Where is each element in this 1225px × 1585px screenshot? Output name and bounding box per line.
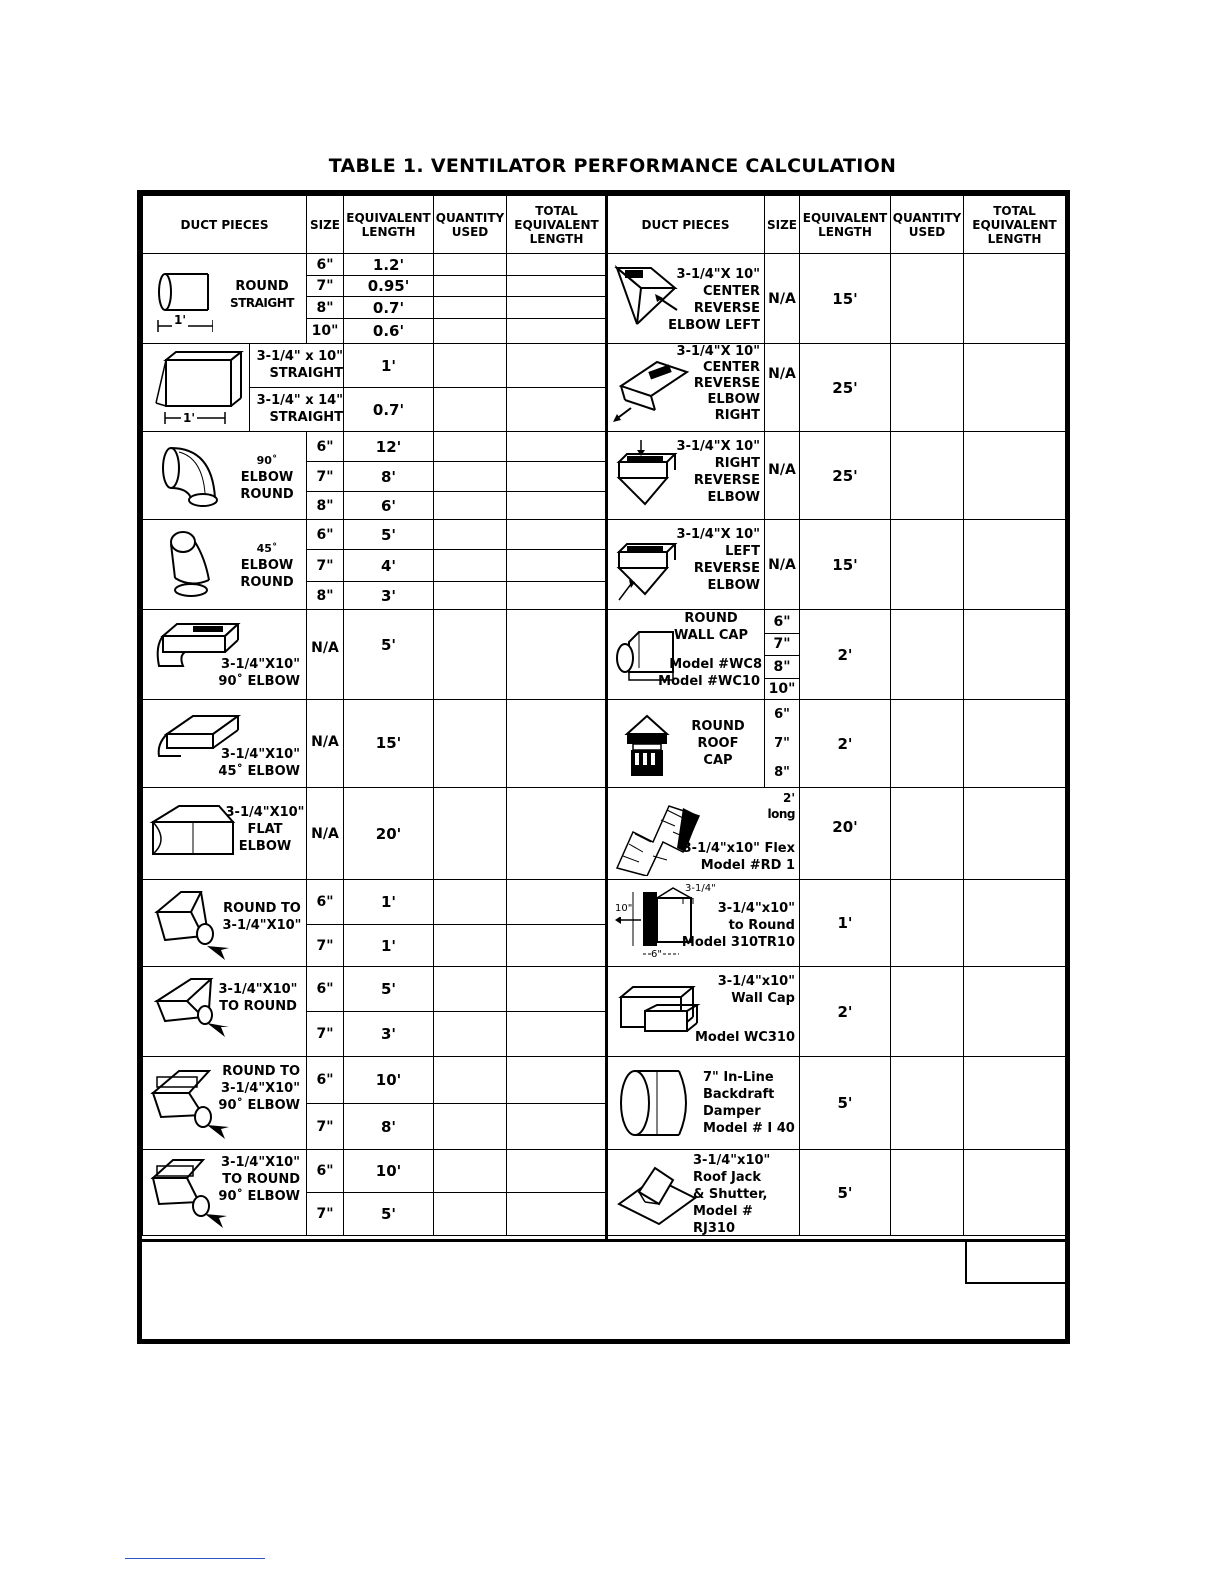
table-title: TABLE 1. VENTILATOR PERFORMANCE CALCULATION [328, 155, 897, 177]
total-cell[interactable] [507, 520, 607, 550]
total-cell[interactable] [507, 788, 607, 880]
quantity-cell[interactable] [891, 1150, 964, 1236]
total-cell[interactable] [507, 462, 607, 492]
piece-round-straight [143, 254, 307, 344]
equivalent-length-cell: 10' [344, 1150, 434, 1193]
right-reverse-elbow-icon [615, 438, 685, 513]
total-cell[interactable] [507, 610, 607, 700]
piece-backdraft-damper [607, 1057, 800, 1150]
table-row [607, 432, 1066, 520]
quantity-cell[interactable] [891, 432, 964, 520]
piece-label: ROUND ROOF CAP [691, 719, 745, 768]
model-label: Model WC310 [695, 1030, 795, 1045]
quantity-cell[interactable] [434, 1193, 507, 1236]
size-cell: 7" [307, 925, 344, 967]
header-quantity-used: QUANTITY USED [891, 196, 964, 254]
equivalent-length-cell: 8' [344, 462, 434, 492]
quantity-cell[interactable] [891, 520, 964, 610]
header-equivalent-length: EQUIVALENT LENGTH [344, 196, 434, 254]
dim-label-height: 10" [615, 900, 632, 917]
quantity-cell[interactable] [434, 388, 507, 432]
round-to-rect-90-elbow-icon [149, 1063, 229, 1143]
table-row [607, 700, 1066, 788]
quantity-cell[interactable] [434, 1012, 507, 1057]
total-cell[interactable] [507, 319, 607, 344]
total-cell[interactable] [507, 297, 607, 319]
equivalent-length-cell: 1' [344, 880, 434, 925]
quantity-cell[interactable] [434, 1104, 507, 1150]
table-row [143, 254, 607, 276]
left-reverse-elbow-icon [615, 528, 685, 603]
total-cell[interactable] [964, 967, 1066, 1057]
total-cell[interactable] [507, 1057, 607, 1104]
piece-label: 3-1/4"X 10" CENTER REVERSE ELBOW LEFT [668, 267, 760, 333]
piece-90-elbow-round [143, 432, 307, 520]
size-cell: 6" [307, 1150, 344, 1193]
equivalent-length-cell: 25' [800, 432, 891, 520]
size-cell: N/A [765, 520, 800, 610]
size-cell: 7" [307, 1012, 344, 1057]
table-row [143, 610, 607, 700]
quantity-cell[interactable] [434, 582, 507, 610]
piece-label: 3-1/4"x10" to Round Model 310TR10 [681, 901, 795, 950]
equivalent-length-cell: 5' [800, 1150, 891, 1236]
footer-underline [125, 1558, 265, 1560]
quantity-cell[interactable] [434, 925, 507, 967]
table-row [143, 880, 607, 925]
left-half [142, 195, 606, 1239]
piece-rect-straight [143, 344, 344, 432]
size-stack: 6" 7" 8" [765, 700, 800, 788]
equivalent-length-cell: 5' [344, 1193, 434, 1236]
equivalent-length-cell: 5' [800, 1057, 891, 1150]
rect-to-round-90-elbow-icon [149, 1154, 229, 1234]
table-row [143, 788, 607, 880]
equivalent-length-cell: 0.7' [344, 388, 434, 432]
left-table [142, 195, 607, 1236]
piece-label: 3-1/4"X 10" CENTER REVERSE ELBOW RIGHT [676, 344, 760, 423]
size-cell: 6" [307, 254, 344, 276]
piece-center-reverse-elbow-right [607, 344, 765, 432]
quantity-cell[interactable] [434, 319, 507, 344]
equivalent-length-cell: 5' [344, 967, 434, 1012]
size-cell: 6" [307, 432, 344, 462]
round-45-elbow-icon [161, 528, 221, 603]
quantity-cell[interactable] [891, 788, 964, 880]
piece-rect-wall-cap [607, 967, 800, 1057]
total-cell[interactable] [507, 925, 607, 967]
total-cell[interactable] [507, 1150, 607, 1193]
left-header-row [143, 196, 607, 254]
equivalent-length-cell: 3' [344, 582, 434, 610]
header-duct-pieces: DUCT PIECES [607, 196, 765, 254]
table-row [143, 700, 607, 788]
quantity-cell[interactable] [434, 462, 507, 492]
size-rect-14: 3-1/4" x 14" STRAIGHT [256, 393, 343, 425]
equivalent-length-cell: 3' [344, 1012, 434, 1057]
size-cell: 6" [307, 520, 344, 550]
piece-left-reverse-elbow [607, 520, 765, 610]
size-cell: N/A [307, 610, 344, 700]
quantity-cell[interactable] [891, 254, 964, 344]
equivalent-length-cell: 15' [344, 700, 434, 788]
equivalent-length-cell: 1' [344, 344, 434, 388]
size-cell: 8" [307, 582, 344, 610]
table-row [607, 880, 1066, 967]
piece-roof-jack [607, 1150, 800, 1236]
equivalent-length-cell: 20' [800, 788, 891, 880]
equivalent-length-cell: 10' [344, 1057, 434, 1104]
size-cell: 6" [307, 967, 344, 1012]
total-cell[interactable] [964, 610, 1066, 700]
dimension-label: 1' [183, 411, 196, 425]
piece-round-to-rect [143, 880, 307, 967]
total-cell[interactable] [507, 582, 607, 610]
header-total-equivalent-length: TOTAL EQUIVALENT LENGTH [507, 196, 607, 254]
size-cell: 8" [307, 297, 344, 319]
equivalent-length-cell: 15' [800, 520, 891, 610]
size-rect-10: 3-1/4" x 10" STRAIGHT [256, 349, 343, 381]
flex-length-label: 2' long [767, 791, 795, 821]
quantity-cell[interactable] [434, 254, 507, 276]
equivalent-length-cell: 5' [344, 520, 434, 550]
quantity-cell[interactable] [891, 700, 964, 788]
piece-label: 3-1/4"X 10" LEFT REVERSE ELBOW [676, 527, 760, 593]
quantity-cell[interactable] [434, 520, 507, 550]
size-cell: 6" [307, 880, 344, 925]
piece-rect-45-elbow [143, 700, 307, 788]
quantity-cell[interactable] [891, 880, 964, 967]
size-cell: N/A [765, 432, 800, 520]
quantity-cell[interactable] [434, 492, 507, 520]
equivalent-length-cell: 1' [800, 880, 891, 967]
piece-45-elbow-round [143, 520, 307, 610]
size-cell: N/A [307, 700, 344, 788]
piece-rect-to-round-90-elbow [143, 1150, 307, 1236]
quantity-cell[interactable] [434, 432, 507, 462]
quantity-cell[interactable] [434, 880, 507, 925]
table-row [607, 344, 1066, 432]
table-row [607, 1150, 1066, 1236]
grand-total-cell[interactable] [965, 1242, 1065, 1284]
piece-round-to-rect-90-elbow [143, 1057, 307, 1150]
equivalent-length-cell: 0.95' [344, 276, 434, 297]
total-cell[interactable] [507, 276, 607, 297]
backdraft-damper-icon [617, 1063, 697, 1143]
header-quantity-used: QUANTITY USED [434, 196, 507, 254]
header-size: SIZE [765, 196, 800, 254]
size-cell: 7" [307, 1104, 344, 1150]
equivalent-length-cell: 2' [800, 610, 891, 700]
piece-rect-90-elbow [143, 610, 307, 700]
equivalent-length-cell: 8' [344, 1104, 434, 1150]
piece-label: ROUND TO 3-1/4"X10" [222, 901, 302, 933]
piece-label: 3-1/4"x10" Wall Cap [717, 974, 795, 1006]
quantity-cell[interactable] [891, 344, 964, 432]
quantity-cell[interactable] [891, 610, 964, 700]
piece-label: 90˚ ELBOW ROUND [240, 454, 294, 502]
equivalent-length-cell: 1' [344, 925, 434, 967]
total-cell[interactable] [507, 700, 607, 788]
total-cell[interactable] [507, 967, 607, 1012]
quantity-cell[interactable] [891, 1057, 964, 1150]
header-equivalent-length: EQUIVALENT LENGTH [800, 196, 891, 254]
piece-label: 7" In-Line Backdraft Damper Model # I 40 [703, 1070, 795, 1136]
table-row [143, 1150, 607, 1193]
table-row [607, 254, 1066, 344]
dim-label-width: 3-1/4" [685, 883, 716, 894]
piece-label: 3-1/4"X10" 90˚ ELBOW [218, 657, 300, 689]
table-row [143, 967, 607, 1012]
piece-label: 45˚ ELBOW ROUND [240, 542, 294, 590]
piece-flat-elbow [143, 788, 307, 880]
size-cell: 7" [307, 462, 344, 492]
roof-jack-icon [615, 1160, 700, 1230]
quantity-cell[interactable] [434, 344, 507, 388]
piece-center-reverse-elbow-left [607, 254, 765, 344]
size-cell: 6" [307, 1057, 344, 1104]
total-cell[interactable] [507, 388, 607, 432]
table-row [143, 1057, 607, 1104]
total-cell[interactable] [507, 1193, 607, 1236]
table-row [607, 520, 1066, 610]
table-row [143, 432, 607, 462]
equivalent-length-cell: 4' [344, 550, 434, 582]
total-cell[interactable] [507, 1104, 607, 1150]
piece-label: 3-1/4"X 10" RIGHT REVERSE ELBOW [676, 439, 760, 505]
total-cell[interactable] [964, 1057, 1066, 1150]
piece-label: ROUND STRAIGHT [230, 279, 294, 310]
table-row [607, 788, 1066, 880]
right-half [606, 195, 1070, 1239]
equivalent-length-cell: 1.2' [344, 254, 434, 276]
equivalent-length-cell: 25' [800, 344, 891, 432]
equivalent-length-cell: 2' [800, 967, 891, 1057]
total-cell[interactable] [964, 788, 1066, 880]
round-90-elbow-icon [157, 438, 227, 513]
size-cell: 7" [307, 550, 344, 582]
total-cell[interactable] [507, 550, 607, 582]
total-cell[interactable] [964, 432, 1066, 520]
total-cell[interactable] [507, 880, 607, 925]
equivalent-length-cell: 20' [344, 788, 434, 880]
piece-label: 3-1/4"x10" Roof Jack & Shutter, Model # RJ310 [693, 1153, 771, 1236]
equivalent-length-cell: 2' [800, 700, 891, 788]
dimension-label: 1' [174, 313, 187, 327]
equivalent-length-cell: 0.7' [344, 297, 434, 319]
piece-label: 3-1/4"X10" FLAT ELBOW [225, 805, 305, 854]
header-size: SIZE [307, 196, 344, 254]
piece-right-reverse-elbow [607, 432, 765, 520]
piece-round-roof-cap [607, 700, 765, 788]
quantity-cell[interactable] [891, 967, 964, 1057]
total-cell[interactable] [964, 254, 1066, 344]
total-cell[interactable] [964, 700, 1066, 788]
size-cell: 7" [307, 276, 344, 297]
model-label: Model #WC8 Model #WC10 [658, 657, 762, 689]
ventilator-table [137, 190, 1070, 1344]
total-footer [142, 1239, 1065, 1339]
equivalent-length-cell: 6' [344, 492, 434, 520]
total-cell[interactable] [964, 1150, 1066, 1236]
total-cell[interactable] [964, 520, 1066, 610]
piece-label: 3-1/4"x10" Flex Model #RD 1 [682, 841, 795, 873]
round-roof-cap-icon [623, 708, 683, 783]
size-stack: 6" 7" 8" 10" [765, 610, 800, 700]
table-row [143, 344, 607, 388]
equivalent-length-cell: 0.6' [344, 319, 434, 344]
size-cell: 7" [307, 1193, 344, 1236]
quantity-cell[interactable] [434, 550, 507, 582]
quantity-cell[interactable] [434, 1150, 507, 1193]
quantity-cell[interactable] [434, 276, 507, 297]
equivalent-length-cell: 15' [800, 254, 891, 344]
size-cell: N/A [765, 254, 800, 344]
piece-label: 3-1/4"X10" TO ROUND [218, 982, 298, 1014]
total-cell[interactable] [507, 1012, 607, 1057]
quantity-cell[interactable] [434, 788, 507, 880]
piece-label: ROUND WALL CAP [673, 611, 749, 643]
piece-round-wall-cap [607, 610, 765, 700]
header-duct-pieces: DUCT PIECES [143, 196, 307, 254]
total-cell[interactable] [507, 432, 607, 462]
table-row [143, 520, 607, 550]
total-cell[interactable] [507, 344, 607, 388]
piece-rect-to-round-310tr10 [607, 880, 800, 967]
quantity-cell[interactable] [434, 967, 507, 1012]
dim-label-depth: 6" [651, 946, 662, 963]
quantity-cell[interactable] [434, 610, 507, 700]
table-row [607, 1057, 1066, 1150]
piece-flex-duct [607, 788, 800, 880]
table-row [607, 967, 1066, 1057]
total-cell[interactable] [507, 492, 607, 520]
rect-straight-sizes [249, 344, 344, 432]
right-table [606, 195, 1066, 1236]
quantity-cell[interactable] [434, 1057, 507, 1104]
equivalent-length-cell: 5' [344, 610, 434, 700]
total-cell[interactable] [964, 880, 1066, 967]
size-cell: N/A [307, 788, 344, 880]
quantity-cell[interactable] [434, 297, 507, 319]
equivalent-length-cell: 12' [344, 432, 434, 462]
total-cell[interactable] [964, 344, 1066, 432]
table-row [607, 610, 1066, 700]
rect-straight-duct-icon [151, 348, 246, 428]
piece-label: 3-1/4"X10" 45˚ ELBOW [218, 747, 300, 779]
piece-rect-to-round [143, 967, 307, 1057]
header-total-equivalent-length: TOTAL EQUIVALENT LENGTH [964, 196, 1066, 254]
size-cell: 8" [307, 492, 344, 520]
size-cell: N/A [765, 344, 800, 432]
right-header-row [607, 196, 1066, 254]
piece-label: 3-1/4"X10" TO ROUND 90˚ ELBOW [218, 1155, 300, 1204]
total-cell[interactable] [507, 254, 607, 276]
size-cell: 10" [307, 319, 344, 344]
piece-label: ROUND TO 3-1/4"X10" 90˚ ELBOW [218, 1064, 300, 1113]
quantity-cell[interactable] [434, 700, 507, 788]
